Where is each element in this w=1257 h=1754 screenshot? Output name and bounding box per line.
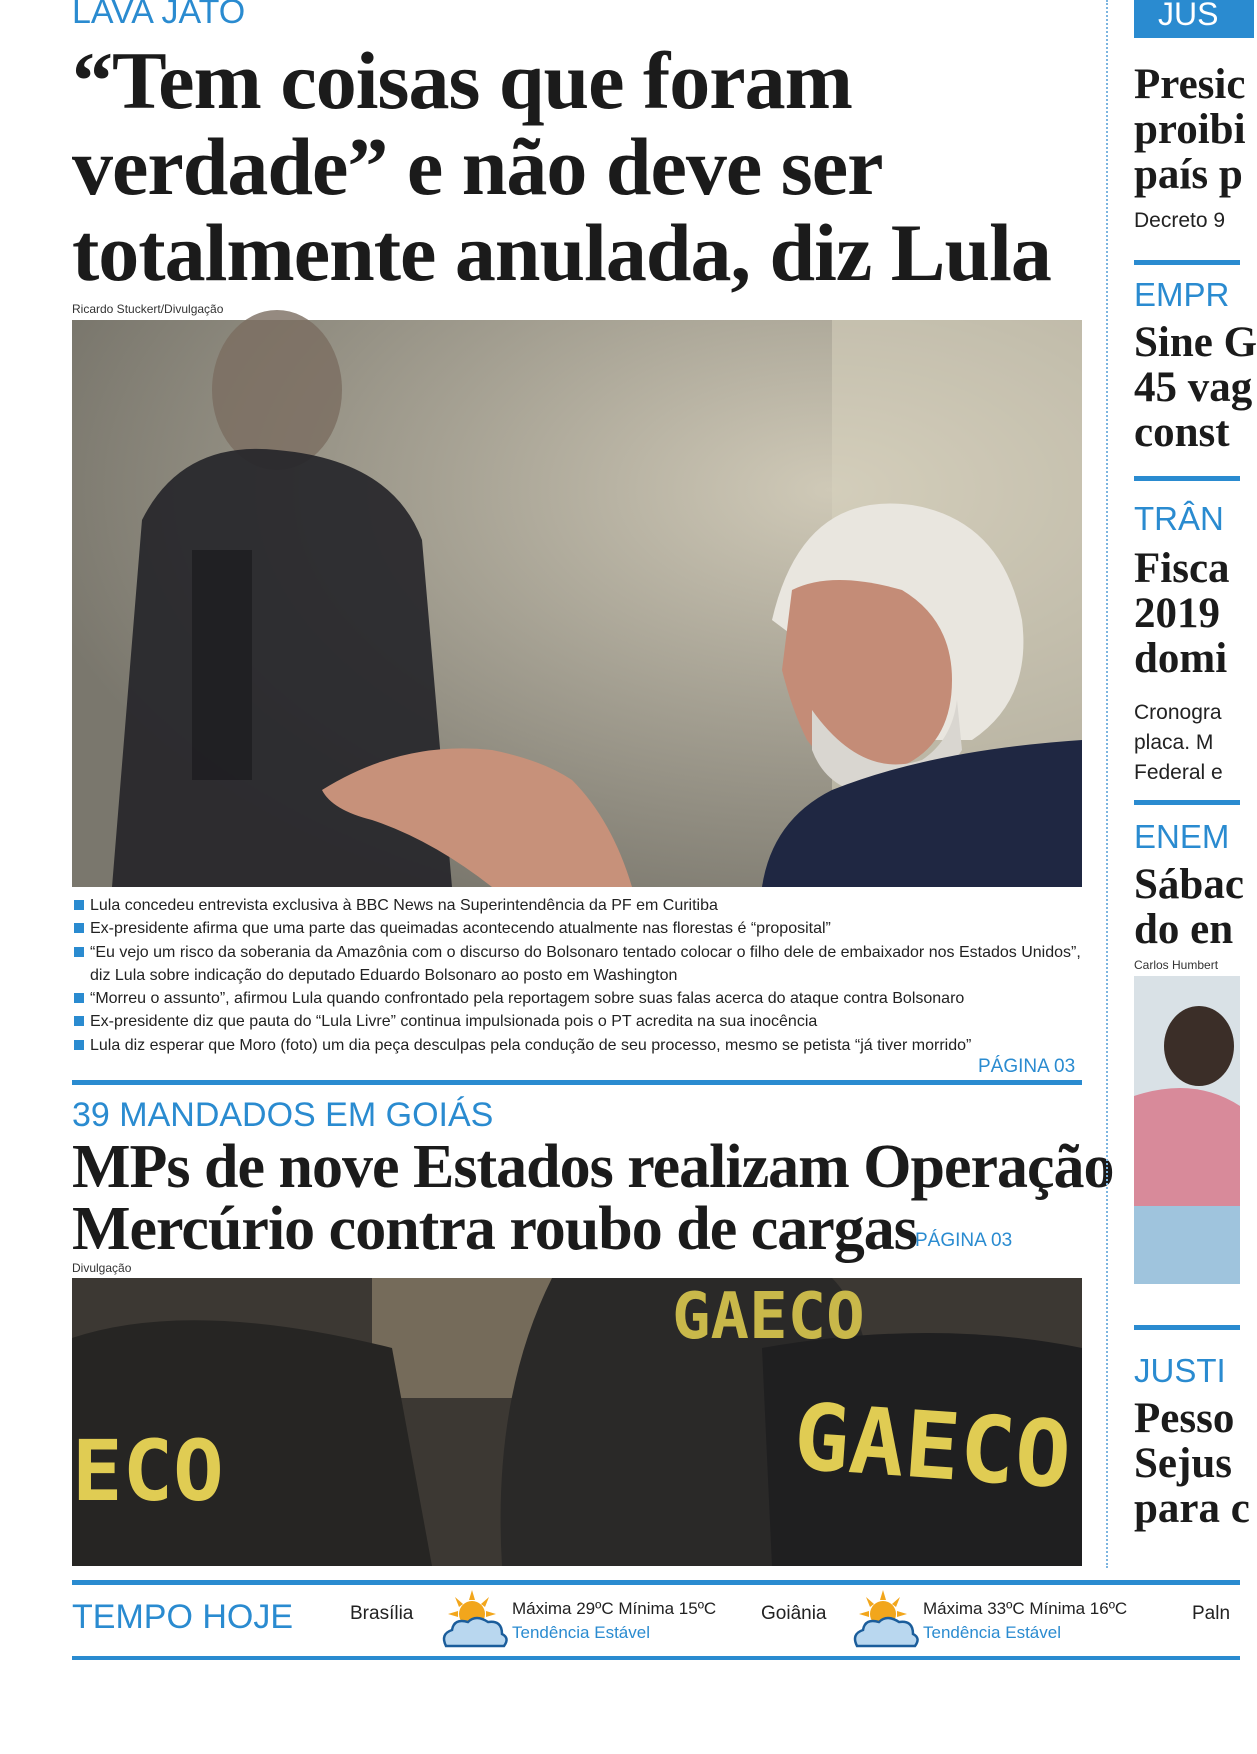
weather-title: TEMPO HOJE (72, 1598, 294, 1636)
lead-bullet: Lula diz esperar que Moro (foto) um dia peça desculpas pela condução de seu processo, mesmo se petista “já tiver morrido” (72, 1034, 1092, 1057)
gaeco-label-2: GAECO (790, 1383, 1075, 1510)
lead-bullet: Lula concedeu entrevista exclusiva à BBC News na Superintendência da PF em Curitiba (72, 894, 1092, 917)
right-story3-sub-line: Federal e (1134, 761, 1223, 784)
right-story2-kicker: EMPR (1134, 276, 1230, 313)
weather-trend: Tendência Estável (512, 1623, 650, 1642)
lead-bullet: “Morreu o assunto”, afirmou Lula quando confrontado pela reportagem sobre suas falas acerca do ataque contra Bolsonaro (72, 987, 1092, 1010)
lead-photo[interactable] (72, 320, 1082, 887)
lead-headline-line-1: “Tem coisas que foram (72, 35, 852, 126)
right-story5-kicker: JUSTI (1134, 1352, 1226, 1389)
second-headline-line-2: Mercúrio contra roubo de cargas (72, 1195, 917, 1263)
second-headline-line-1: MPs de nove Estados realizam Operação (72, 1133, 1114, 1201)
right-divider (1134, 800, 1240, 805)
right-story4-photo[interactable] (1134, 976, 1240, 1284)
right-divider (1134, 1325, 1240, 1330)
gaeco-label-1: GAECO (672, 1280, 865, 1354)
right-story1-line: país p (1134, 151, 1243, 198)
weather-city-name: Brasília (350, 1603, 414, 1624)
sun-cloud-icon (847, 1588, 923, 1652)
right-story4-photo-illustration (1134, 976, 1240, 1284)
right-story4-headline[interactable] (1134, 862, 1244, 952)
right-story3-line: domi (1134, 635, 1228, 682)
right-story4-photo-credit: Carlos Humbert (1134, 958, 1219, 972)
right-story2-line: Sine G (1134, 319, 1257, 366)
right-top-tag[interactable] (1134, 0, 1254, 38)
lead-photo-illustration (72, 320, 1082, 887)
section-divider (72, 1080, 1082, 1085)
right-story3-sub-line: Cronogra (1134, 701, 1222, 724)
weather-bottom-rule (72, 1656, 1240, 1660)
second-kicker: 39 MANDADOS EM GOIÁS (72, 1096, 494, 1134)
second-photo-credit: Divulgação (72, 1261, 132, 1275)
right-story5-line: Sejus (1134, 1440, 1232, 1487)
right-story2-line: 45 vag (1134, 364, 1253, 411)
lead-headline[interactable] (72, 35, 1051, 298)
right-story1-sub: Decreto 9 (1134, 209, 1226, 232)
right-story5-line: para c (1134, 1485, 1250, 1532)
right-divider (1134, 260, 1240, 265)
right-story3-line: Fisca (1134, 545, 1230, 592)
right-story2-line: const (1134, 409, 1230, 456)
lead-bullet-list (72, 894, 1092, 1057)
weather-range: Máxima 33ºC Mínima 16ºC (923, 1599, 1128, 1618)
right-story4-kicker: ENEM (1134, 818, 1230, 855)
right-story4-line: do en (1134, 906, 1234, 953)
lead-bullet: Ex-presidente afirma que uma parte das queimadas acontecendo atualmente nas florestas é “proposital” (72, 917, 1092, 940)
lead-bullet: “Eu vejo um risco da soberania da Amazônia com o discurso do Bolsonaro tentado colocar o filho dele de embaixador nos Estados Unidos”, diz Lula sobre indicação do deputado Eduardo Bolsonaro ao posto em Washington (72, 941, 1092, 988)
right-story5-headline[interactable] (1134, 1396, 1250, 1531)
right-story3-kicker: TRÂN (1134, 500, 1224, 537)
lead-headline-line-2: verdade” e não deve ser (72, 121, 883, 212)
right-story1-headline[interactable] (1134, 62, 1246, 197)
second-photo[interactable] (72, 1278, 1082, 1566)
right-divider (1134, 476, 1240, 481)
right-story2-headline[interactable] (1134, 320, 1257, 455)
weather-trend: Tendência Estável (923, 1623, 1061, 1642)
right-story3-line: 2019 (1134, 590, 1220, 637)
lead-photo-credit: Ricardo Stuckert/Divulgação (72, 302, 224, 316)
weather-city-name: Goiânia (761, 1603, 827, 1624)
weather-range: Máxima 29ºC Mínima 15ºC (512, 1599, 717, 1618)
lead-headline-line-3: totalmente anulada, diz Lula (72, 207, 1051, 298)
right-story1-line: Presic (1134, 61, 1246, 108)
right-story3-headline[interactable] (1134, 546, 1230, 681)
second-photo-illustration (72, 1278, 1082, 1566)
weather-top-rule (72, 1580, 1240, 1585)
lead-bullet: Ex-presidente diz que pauta do “Lula Livre” continua impulsionada pois o PT acredita na sua inocência (72, 1010, 1092, 1033)
weather-city-name: Paln (1192, 1603, 1231, 1624)
gaeco-label-3: ECO (72, 1422, 224, 1520)
column-separator (1106, 0, 1108, 1568)
right-story5-line: Pesso (1134, 1395, 1235, 1442)
lead-kicker: LAVA JATO (72, 0, 246, 31)
right-story3-sub (1134, 698, 1223, 788)
right-story3-sub-line: placa. M (1134, 731, 1214, 754)
second-page-ref[interactable]: PÁGINA 03 (915, 1230, 1013, 1251)
right-top-tag-label: JUS (1158, 0, 1219, 32)
right-story1-line: proibi (1134, 106, 1246, 153)
right-story4-line: Sábac (1134, 861, 1244, 908)
lead-page-ref[interactable]: PÁGINA 03 (978, 1056, 1076, 1077)
sun-cloud-icon (436, 1588, 512, 1652)
